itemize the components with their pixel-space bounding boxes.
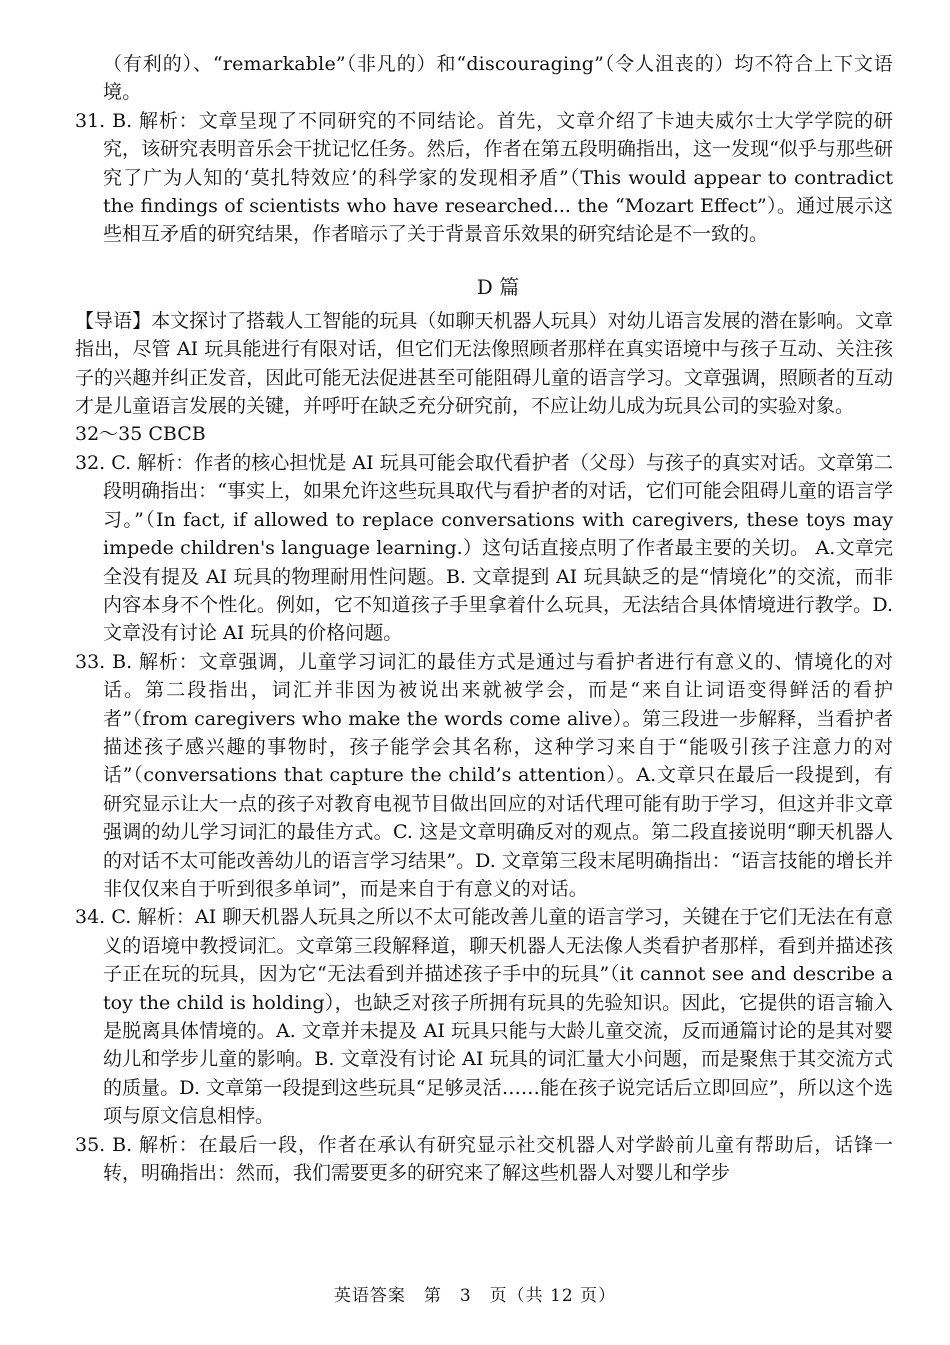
section-title: D 篇 [476, 274, 520, 299]
answer-32-text: 解析：作者的核心担忧是 AI 玩具可能会取代看护者（父母）与孩子的真实对话。文章第二段明确指出：“事实上，如果允许这些玩具取代与看护者的对话，它们可能会阻碍儿童的语言学习。”（In fact, if allowed to replace conversations with caregivers, these toys may impede children's language learning.）这句话直接点明了作者最主要的关切。 A.文章完全没有提及 AI 玩具的物理耐用性问题。B. 文章提到 AI 玩具缺乏的是“情境化”的交流，而非内容本身不个性化。例如，它不知道孩子手里拿着什么玩具，无法结合具体情境进行教学。D. 文章没有讨论 AI 玩具的价格问题。 [103, 451, 894, 645]
answer-33-text: 解析：文章强调，儿童学习词汇的最佳方式是通过与看护者进行有意义的、情境化的对话。第二段指出，词汇并非因为被说出来就被学会，而是“来自让词语变得鲜活的看护者”（from caregivers who make the words come alive）。第三段进一步解释，当看护者描述孩子感兴趣的事物时，孩子能学会其名称，这种学习来自于“能吸引孩子注意力的对话”（conversations that capture the child’s attention）。A.文章只在最后一段提到，有研究显示让大一点的孩子对教育电视节目做出回应的对话代理可能有助于学习，但这并非文章强调的幼儿学习词汇的最佳方式。C. 这是文章明确反对的观点。第二段直接说明“聊天机器人的对话不太可能改善幼儿的语言学习结果”。D. 文章第三段末尾明确指出：“语言技能的增长并非仅仅来自于听到很多单词”，而是来自于有意义的对话。 [103, 650, 893, 900]
answer-32-label: 32. C. [75, 451, 132, 474]
answer-key: 32～35 CBCB [75, 423, 206, 446]
answer-34-label: 34. C. [75, 906, 132, 929]
answer-32 [75, 449, 893, 648]
answer-35-label: 35. B. [75, 1133, 133, 1156]
answer-34-text: 解析：AI 聊天机器人玩具之所以不太可能改善儿童的语言学习，关键在于它们无法在有意义的语境中教授词汇。文章第三段解释道，聊天机器人无法像人类看护者那样，看到并描述孩子正在玩的玩具，因为它“无法看到并描述孩子手中的玩具”（it cannot see and describe a toy the child is holding），也缺乏对孩子所拥有玩具的先验知识。因此，它提供的语言输入是脱离具体情境的。A. 文章并未提及 AI 玩具只能与大龄儿童交流，反而通篇讨论的是其对婴幼儿和学步儿童的影响。B. 文章没有讨论 AI 玩具的词汇量大小问题，而是聚焦于其交流方式的质量。D. 文章第一段提到这些玩具“足够灵活……能在孩子说完话后立即回应”，所以这个选项与原文信息相悖。 [103, 906, 893, 1128]
answer-34 [75, 903, 893, 1130]
answer-33-label: 33. B. [75, 650, 133, 673]
answer-31-text: 解析：文章呈现了不同研究的不同结论。首先，文章介绍了卡迪夫威尔士大学学院的研究，该研究表明音乐会干扰记忆任务。然后，作者在第五段明确指出，这一发现“似乎与那些研究了广为人知的‘莫扎特效应’的科学家的发现相矛盾”（This would appear to contradict the findings of scientists who have researched... the “Mozart Effect”）。通过展示这些相互矛盾的研究结果，作者暗示了关于背景音乐效果的研究结论是不一致的。 [103, 109, 893, 246]
lead-paragraph: 【导语】本文探讨了搭载人工智能的玩具（如聊天机器人玩具）对幼儿语言发展的潜在影响。文章指出，尽管 AI 玩具能进行有限对话，但它们无法像照顾者那样在真实语境中与孩子互动、关注孩子的兴趣并纠正发音，因此可能无法促进甚至可能阻碍儿童的语言学习。文章强调，照顾者的互动才是儿童语言发展的关键，并呼吁在缺乏充分研究前，不应让幼儿成为玩具公司的实验对象。 [75, 309, 893, 418]
top-continuation: （有利的）、“remarkable”（非凡的）和“discouraging”（令人沮丧的）均不符合上下文语境。 [103, 53, 893, 104]
answer-page [75, 50, 894, 1187]
answer-35-text: 解析：在最后一段，作者在承认有研究显示社交机器人对学龄前儿童有帮助后，话锋一转，明确指出：然而，我们需要更多的研究来了解这些机器人对婴儿和学步 [103, 1133, 893, 1185]
answer-31-label: 31. B. [75, 109, 133, 132]
page-footer: 英语答案 第 3 页（共 12 页） [333, 1286, 617, 1306]
answer-35 [75, 1131, 893, 1188]
answer-33 [75, 648, 893, 904]
answer-31 [75, 107, 893, 249]
